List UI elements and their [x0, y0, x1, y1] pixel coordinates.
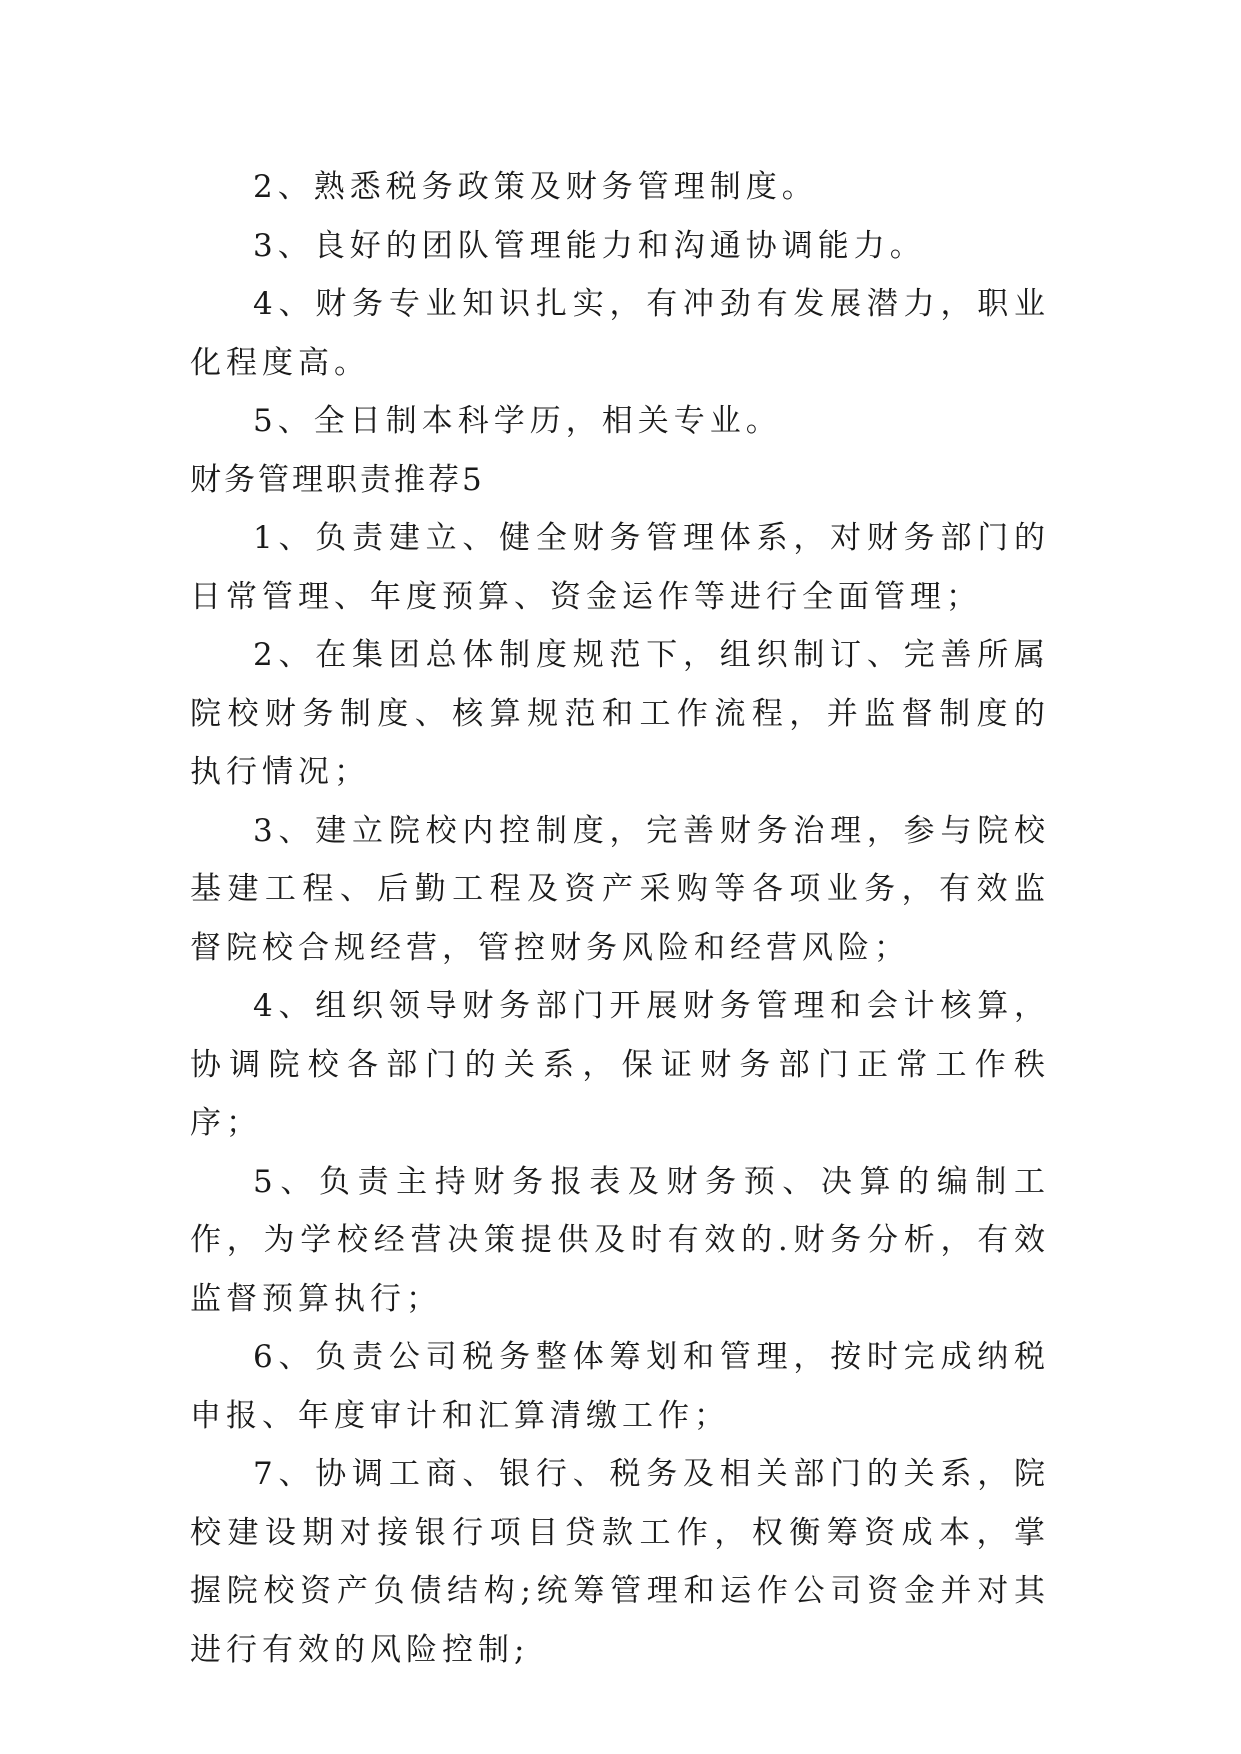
- duty-item-7: 7、协调工商、银行、税务及相关部门的关系，院校建设期对接银行项目贷款工作，权衡筹资成本，掌握院校资产负债结构;统筹管理和运作公司资金并对其进行有效的风险控制;: [190, 1456, 1050, 1668]
- duty-item-3: 3、建立院校内控制度，完善财务治理，参与院校基建工程、后勤工程及资产采购等各项业务，有效监督院校合规经营，管控财务风险和经营风险；: [190, 812, 1050, 966]
- requirement-item-2: 2、熟悉税务政策及财务管理制度。: [253, 169, 818, 205]
- requirement-item-5: 5、全日制本科学历，相关专业。: [253, 403, 782, 439]
- duty-item-4: 4、组织领导财务部门开展财务管理和会计核算，协调院校各部门的关系，保证财务部门正常工作秩序；: [190, 988, 1050, 1141]
- requirement-item-4: 4、财务专业知识扎实，有冲劲有发展潜力，职业化程度高。: [190, 286, 1050, 381]
- duty-item-2: 2、在集团总体制度规范下，组织制订、完善所属院校财务制度、核算规范和工作流程，并监督制度的执行情况；: [190, 637, 1050, 790]
- duty-item-1: 1、负责建立、健全财务管理体系，对财务部门的日常管理、年度预算、资金运作等进行全面管理；: [190, 520, 1050, 615]
- document-body: [190, 158, 1050, 1679]
- duty-item-6: 6、负责公司税务整体筹划和管理，按时完成纳税申报、年度审计和汇算清缴工作；: [190, 1339, 1050, 1434]
- section-heading: 财务管理职责推荐5: [190, 461, 485, 498]
- duty-item-5: 5、负责主持财务报表及财务预、决算的编制工作，为学校经营决策提供及时有效的.财务分析，有效监督预算执行；: [190, 1163, 1050, 1317]
- requirement-item-3: 3、良好的团队管理能力和沟通协调能力。: [253, 227, 926, 264]
